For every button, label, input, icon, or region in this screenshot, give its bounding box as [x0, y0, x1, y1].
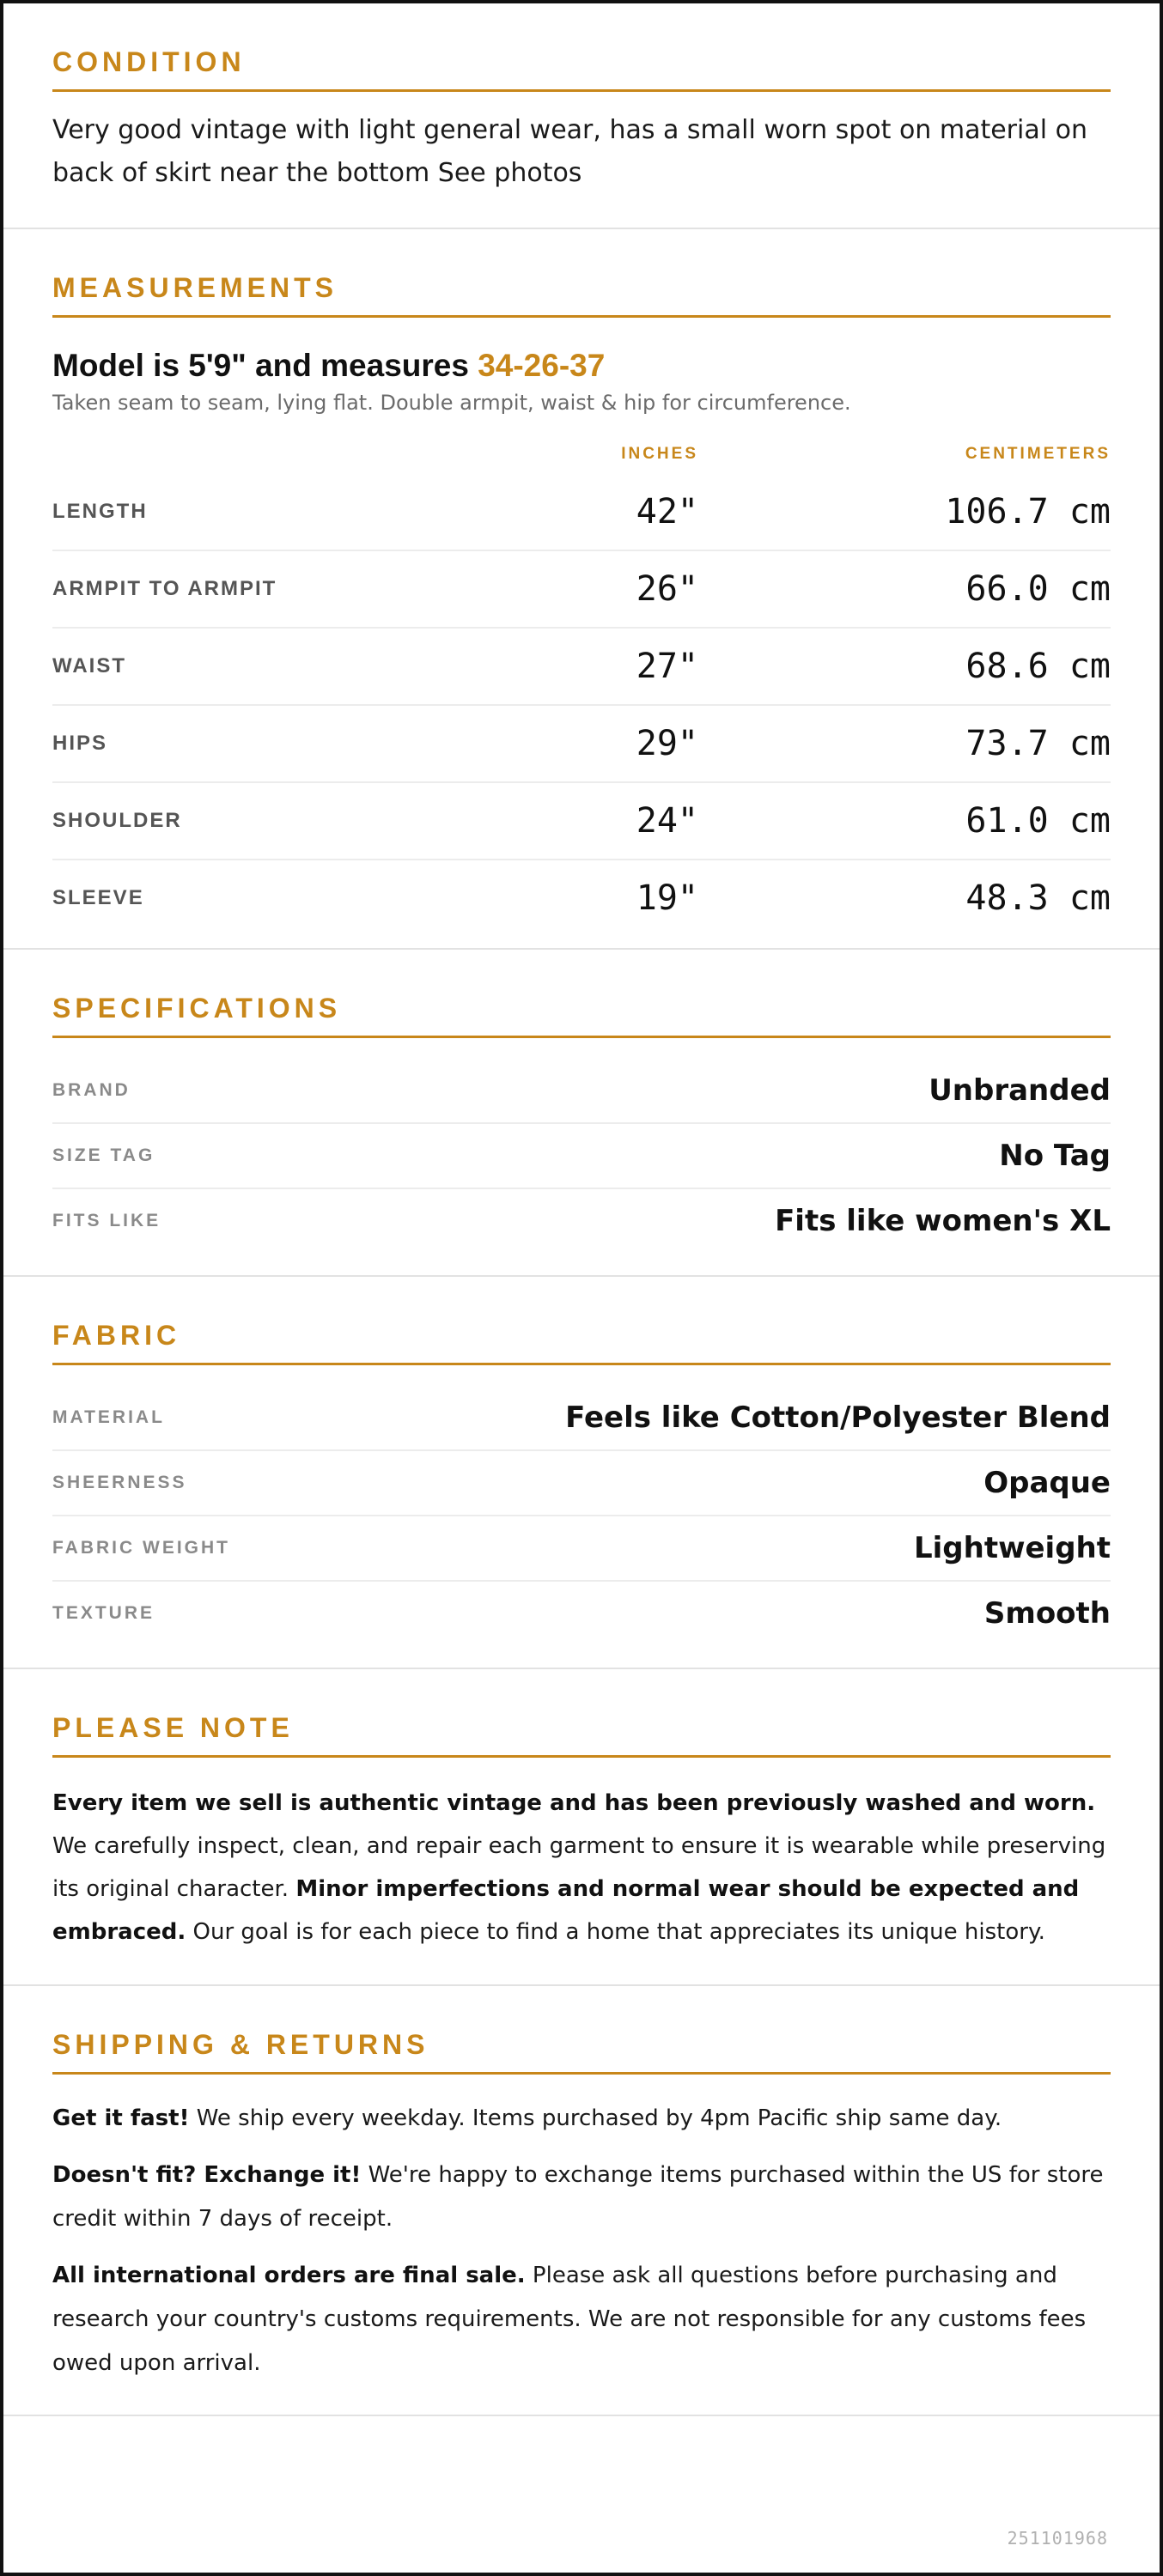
measurements-column-headers	[52, 434, 1111, 474]
measurements-subtitle: Taken seam to seam, lying flat. Double armpit, waist & hip for circumference.	[52, 391, 851, 415]
spec-value: Fits like women's XL	[775, 1204, 1111, 1238]
model-measurements	[52, 347, 1111, 385]
measurement-row-armpit	[52, 551, 1111, 629]
please-note-text	[52, 1758, 1111, 1984]
centimeters-column-header: CENTIMETERS	[965, 445, 1111, 463]
note-bold-2: Minor imperfections and normal wear should be expected and embraced.	[52, 1876, 1080, 1945]
measurement-cm: 68.6 cm	[965, 647, 1111, 686]
measurement-inches: 24"	[636, 801, 698, 841]
shipping-paragraph-fast	[52, 2097, 1111, 2141]
note-text-2: Our goal is for each piece to find a home that appreciates its unique history.	[186, 1919, 1045, 1945]
measurement-cm: 106.7 cm	[945, 492, 1111, 532]
fabric-heading: FABRIC	[52, 1318, 1111, 1365]
shipping-bold: Doesn't fit? Exchange it!	[52, 2162, 362, 2188]
specifications-heading: SPECIFICATIONS	[52, 991, 1111, 1038]
fabric-list	[52, 1365, 1111, 1668]
measurement-inches: 29"	[636, 724, 698, 763]
please-note-heading: PLEASE NOTE	[52, 1710, 1111, 1758]
condition-section	[3, 3, 1160, 229]
model-prefix: Model is 5'9" and measures	[52, 348, 478, 383]
spec-row-size-tag	[52, 1124, 1111, 1189]
measurement-inches: 27"	[636, 647, 698, 686]
measurement-label: LENGTH	[52, 500, 148, 523]
measurement-cm: 48.3 cm	[965, 878, 1111, 918]
fabric-key: TEXTURE	[52, 1603, 155, 1623]
fabric-value: Lightweight	[913, 1531, 1111, 1565]
measurement-row-waist	[52, 629, 1111, 706]
inches-column-header: INCHES	[621, 445, 698, 463]
condition-heading: CONDITION	[52, 45, 1111, 92]
measurements-table	[52, 474, 1111, 936]
measurements-section	[3, 229, 1160, 950]
specifications-section	[3, 950, 1160, 1277]
measurement-row-hips	[52, 706, 1111, 783]
measurement-row-length	[52, 474, 1111, 551]
please-note-section	[3, 1669, 1160, 1986]
measurement-label: WAIST	[52, 654, 126, 677]
note-bold-1: Every item we sell is authentic vintage and has been previously washed and worn.	[52, 1790, 1096, 1816]
measurement-label: SHOULDER	[52, 809, 182, 832]
spec-row-fits-like	[52, 1189, 1111, 1253]
spec-key: SIZE TAG	[52, 1145, 155, 1165]
measurement-label: ARMPIT TO ARMPIT	[52, 577, 277, 600]
note-text-1: We carefully inspect, clean, and repair each garment to ensure it is wearable while preserving its original character.	[52, 1833, 1106, 1902]
fabric-row-texture	[52, 1582, 1111, 1645]
fabric-section	[3, 1277, 1160, 1669]
fabric-row-weight	[52, 1516, 1111, 1582]
specifications-list	[52, 1038, 1111, 1275]
measurement-row-shoulder	[52, 783, 1111, 860]
measurement-row-sleeve	[52, 860, 1111, 936]
measurement-cm: 73.7 cm	[965, 724, 1111, 763]
shipping-text: We ship every weekday. Items purchased by 4pm Pacific ship same day.	[189, 2105, 1002, 2131]
measurement-cm: 66.0 cm	[965, 569, 1111, 609]
shipping-bold: Get it fast!	[52, 2105, 190, 2131]
fabric-value: Smooth	[983, 1596, 1111, 1631]
fabric-value: Opaque	[983, 1466, 1111, 1500]
fabric-row-material	[52, 1386, 1111, 1451]
fabric-row-sheerness	[52, 1451, 1111, 1516]
spec-key: BRAND	[52, 1080, 131, 1100]
spec-key: FITS LIKE	[52, 1211, 161, 1230]
spec-value: Unbranded	[929, 1073, 1111, 1108]
shipping-heading: SHIPPING & RETURNS	[52, 2027, 1111, 2075]
fabric-value: Feels like Cotton/Polyester Blend	[565, 1400, 1111, 1435]
shipping-paragraph-international	[52, 2254, 1111, 2385]
shipping-section	[3, 1986, 1160, 2416]
measurement-label: SLEEVE	[52, 886, 144, 909]
shipping-paragraph-exchange	[52, 2154, 1111, 2241]
measurement-cm: 61.0 cm	[965, 801, 1111, 841]
shipping-text: We're happy to exchange items purchased within the US for store credit within 7 days of receipt.	[52, 2162, 1104, 2232]
fabric-key: SHEERNESS	[52, 1473, 187, 1492]
item-id: 251101968	[1007, 2528, 1108, 2549]
measurement-label: HIPS	[52, 732, 108, 755]
measurement-inches: 26"	[636, 569, 698, 609]
shipping-text: Please ask all questions before purchasing and research your country's customs requirements. We are not responsible for any customs fees owed upon arrival.	[52, 2263, 1087, 2376]
fabric-key: MATERIAL	[52, 1407, 165, 1427]
measurement-inches: 19"	[636, 878, 698, 918]
measurement-inches: 42"	[636, 492, 698, 532]
shipping-paragraphs	[52, 2075, 1111, 2415]
fabric-key: FABRIC WEIGHT	[52, 1538, 230, 1558]
spec-value: No Tag	[999, 1139, 1111, 1173]
measurements-heading: MEASUREMENTS	[52, 270, 1111, 318]
spec-row-brand	[52, 1059, 1111, 1124]
model-measures-value: 34-26-37	[478, 348, 606, 383]
shipping-bold: All international orders are final sale.	[52, 2263, 526, 2288]
condition-text: Very good vintage with light general wear, has a small worn spot on material on back of skirt near the bottom See photos	[52, 115, 1087, 188]
